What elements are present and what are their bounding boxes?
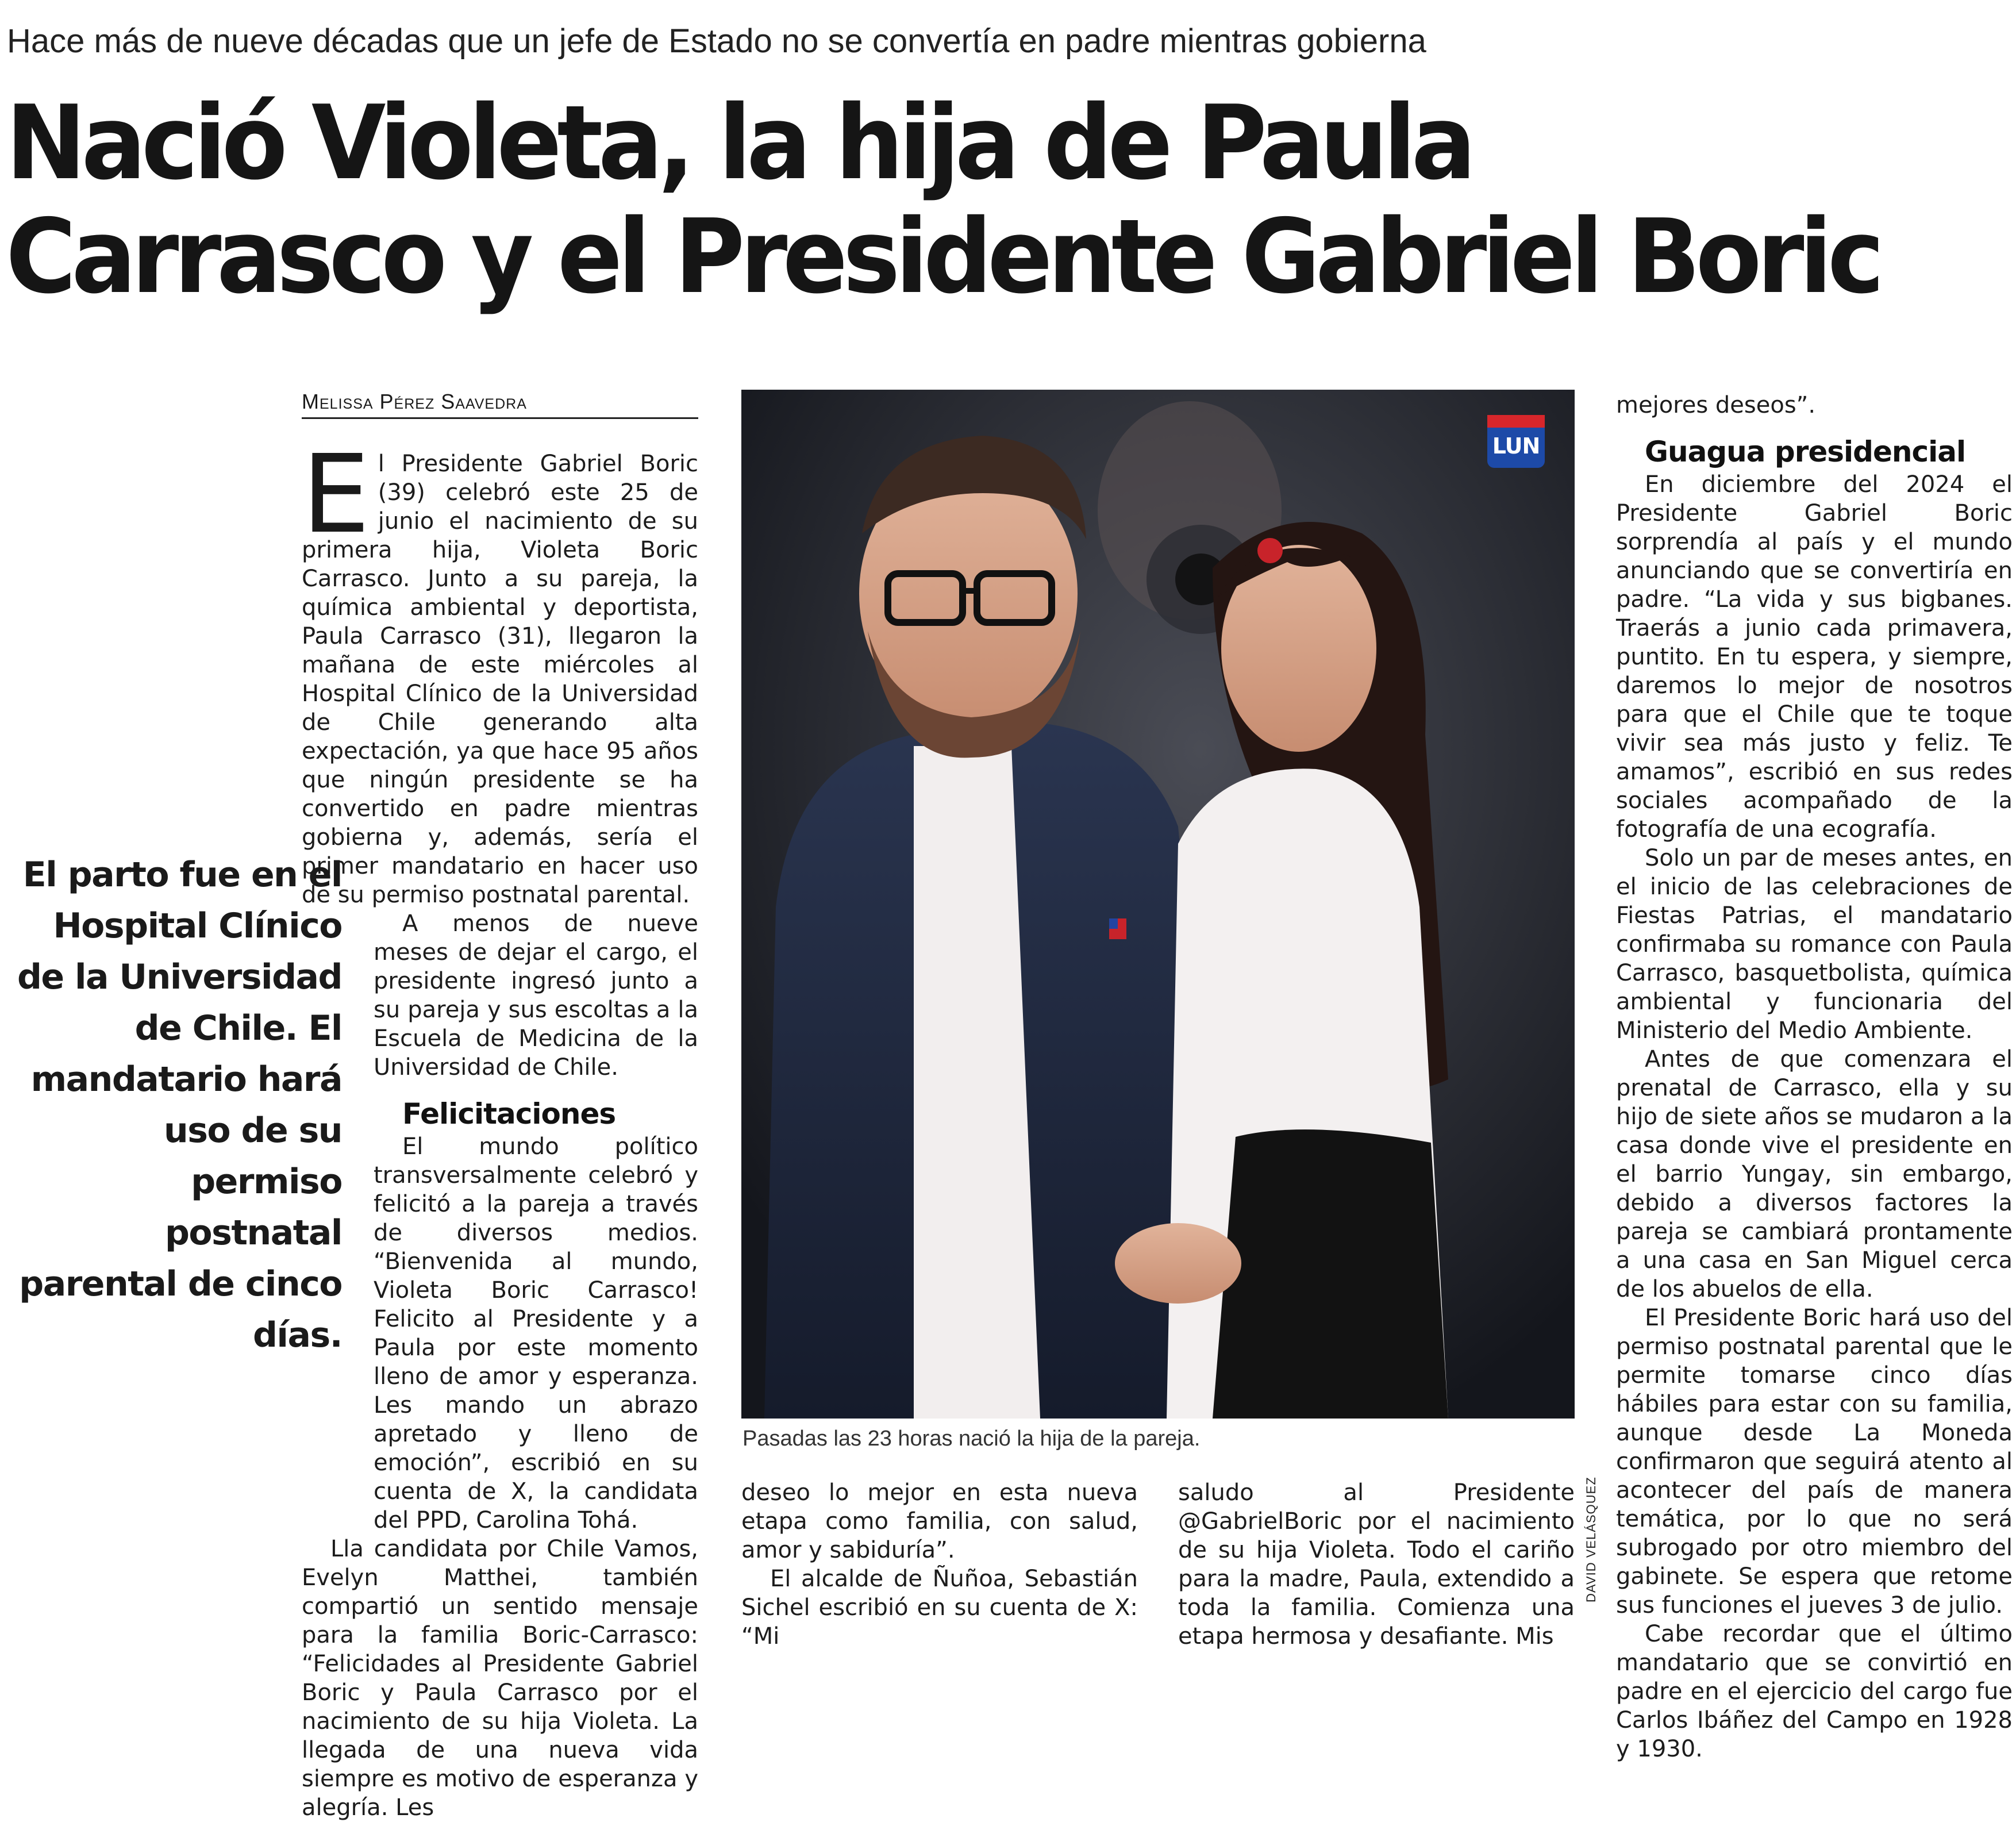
photo [741, 390, 1575, 1419]
paragraph: A menos de nueve meses de dejar el cargo, el presidente ingresó junto a su pareja y sus escoltas a la Escuela de Medicina de la Universidad de Chile. [374, 910, 698, 1081]
paragraph: El Presidente Boric hará uso del permiso postnatal parental que le permite tomarse cinco días hábiles para estar con su familia, aunque desde La Moneda confirmaron que seguirá atento al acontecer del país de manera temática, por lo que no será subrogado por otro miembro del gabinete. Se espera que retome sus funciones el jueves 3 de julio. [1616, 1305, 2013, 1619]
lun-badge [1487, 415, 1545, 468]
article-column-2 [741, 1478, 1138, 1651]
lead-text: l Presidente Gabriel Boric (39) celebró este 25 de junio el nacimiento de su primera hija, Violeta Boric Carrasco. Junto a su pareja, la química ambiental y deportista, Paula Carrasco (31), llegaron la mañana de este miércoles al Hospital Clínico de la Universidad de Chile generando alta expectación, ya que hace 95 años que ningún presidente se ha convertido en padre mientras gobierna y, además, sería el primer mandatario en hacer uso de su permiso postnatal parental. [302, 451, 698, 908]
kicker: Hace más de nueve décadas que un jefe de Estado no se convertía en padre mientras gobierna [7, 22, 1426, 60]
subhead-guagua-presidencial: Guagua presidencial [1645, 435, 1966, 468]
photo-caption: Pasadas las 23 horas nació la hija de la pareja. [742, 1427, 1201, 1451]
paragraph-sichel: El alcalde de Ñuñoa, Sebastián Sichel escribió en su cuenta de X: “Mi [741, 1566, 1138, 1650]
paragraph: Antes de que comenzara el prenatal de Carrasco, ella y su hijo de siete años se mudaron a la casa donde vive el presidente en el barrio Yungay, sin embargo, debido a diversos factores la pareja se cambiará prontamente a una casa en San Miguel cerca de los abuelos de ella. [1616, 1046, 2013, 1302]
photo-credit-text: DAVID VELÁSQUEZ [1584, 1477, 1598, 1602]
paragraph: deseo lo mejor en esta nueva etapa como familia, con salud, amor y sabiduría”. [741, 1479, 1138, 1563]
article-column-4 [1616, 391, 2013, 1763]
headline-line-2: Carrasco y el Presidente Gabriel Boric [6, 197, 1880, 316]
drop-cap: E [302, 432, 370, 558]
article-column-3 [1178, 1478, 1575, 1651]
paragraph-felicitaciones: El mundo político transversalmente celebró y felicitó a la pareja a través de diversos medios. “Bienvenida al mundo, Violeta Boric Carrasco! Felicito al Presidente y a Paula por este momento lleno de amor y esperanza. Les mando un abrazo apretado y lleno de emoción”, escribió en su cuenta de X, la candidata del PPD, Carolina Tohá. [374, 1133, 698, 1533]
headline [6, 83, 1891, 316]
article-column-1 [302, 432, 698, 1822]
byline: Melissa Pérez Saavedra [302, 390, 698, 419]
photo-credit [1582, 1420, 1605, 1604]
pull-quote: El parto fue en el Hospital Clínico de la Universidad de Chile. El mandatario hará uso de su permiso postnatal parental de cinco días. [17, 855, 342, 1355]
paragraph: Solo un par de meses antes, en el inicio de las celebraciones de Fiestas Patrias, el mandatario confirmaba su romance con Paula Carrasco, basquetbolista, química ambiental y funcionaria del Ministerio del Medio Ambiente. [1616, 845, 2013, 1044]
paragraph: mejores deseos”. [1616, 392, 1816, 418]
paragraph: saludo al Presidente @GabrielBoric por el nacimiento de su hija Violeta. Todo el cariño para la madre, Paula, extendido a toda la familia. Comienza una etapa hermosa y desafiante. Mis [1178, 1479, 1575, 1650]
paragraph: Cabe recordar que el último mandatario que se convirtió en padre en el ejercicio del cargo fue Carlos Ibáñez del Campo en 1928 y 1930. [1616, 1621, 2013, 1762]
lun-badge-text: LUN [1492, 433, 1540, 459]
photo-illustration [741, 390, 1575, 1419]
lead-paragraph [302, 432, 698, 909]
paragraph: En diciembre del 2024 el Presidente Gabriel Boric sorprendía al país y el mundo anunciando que se convertiría en padre. “La vida y sus bigbanes. Traerás a junio cada primavera, puntito. En tu espera, y siempre, daremos lo mejor de nosotros para que el Chile que te toque vivir sea más justo y feliz. Te amamos”, escribió en sus redes sociales acompañado de la fotografía de una ecografía. [1616, 471, 2013, 843]
paragraph-matthei: Lla candidata por Chile Vamos, Evelyn Matthei, también compartió un sentido mensaje para la familia Boric-Carrasco: “Felicidades al Presidente Gabriel Boric y Paula Carrasco por el nacimiento de su hija Violeta. La llegada de una nueva vida siempre es motivo de esperanza y alegría. Les [302, 1536, 698, 1821]
headline-line-1: Nació Violeta, la hija de Paula [6, 83, 1472, 202]
subhead-felicitaciones: Felicitaciones [402, 1097, 616, 1131]
